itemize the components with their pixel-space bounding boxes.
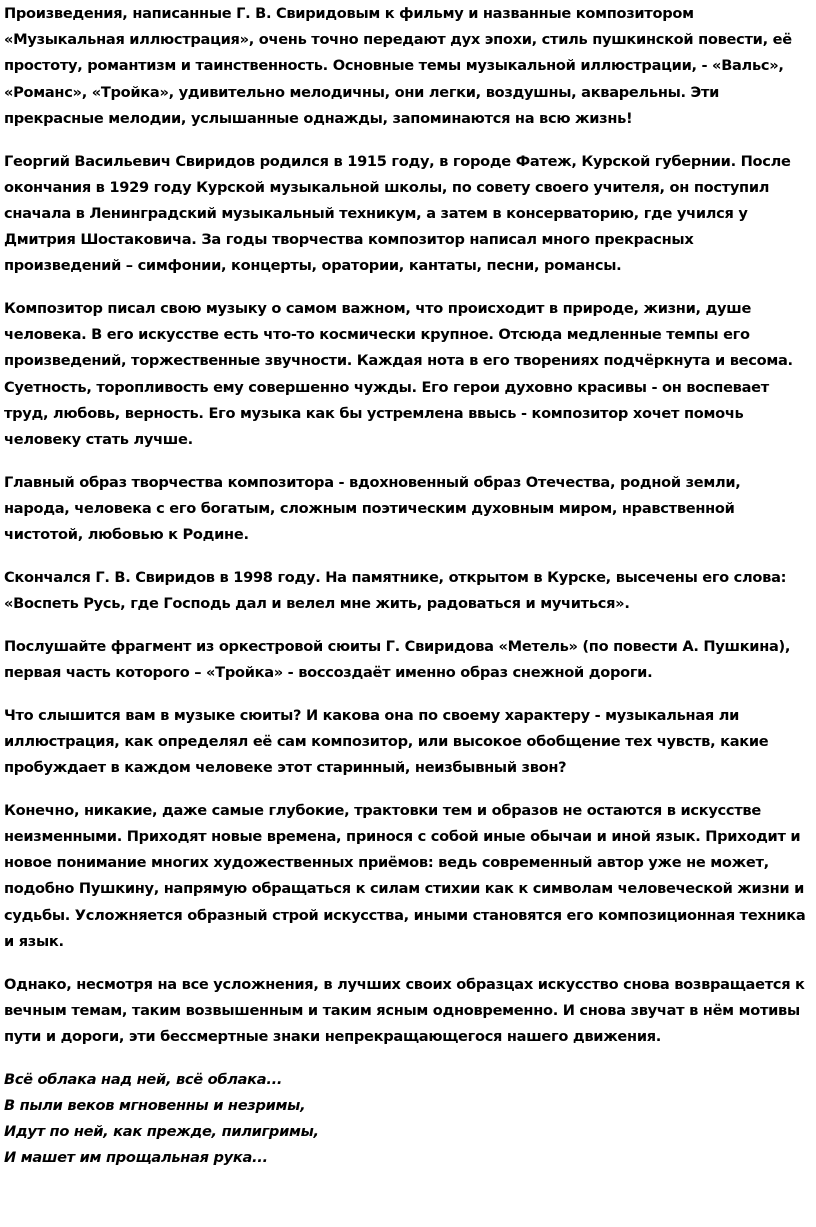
paragraph-question: Что слышится вам в музыке сюиты? И какова она по своему характеру - музыкальная ли иллюстрация, как определял её сам композитор, или высокое обобщение тех чувств, какие пробуждает в каждом человеке этот старинный, неизбывный звон?: [4, 706, 769, 777]
paragraph-listen: Послушайте фрагмент из оркестровой сюиты Г. Свиридова «Метель» (по повести А. Пушкина), первая часть которого – «Тройка» - воссоздаёт именно образ снежной дороги.: [4, 637, 791, 681]
paragraph-biography: Георгий Васильевич Свиридов родился в 1915 году, в городе Фатеж, Курской губернии. После окончания в 1929 году Курской музыкальной школы, по совету своего учителя, он поступил сначала в Ленинградский музыкальный техникум, а затем в консерваторию, где учился у Дмитрия Шостаковича. За годы творчества композитор написал много прекрасных произведений – симфонии, концерты, оратории, кантаты, песни, романсы.: [4, 152, 791, 275]
paragraph-interpretation: Конечно, никакие, даже самые глубокие, трактовки тем и образов не остаются в искусстве неизменными. Приходят новые времена, принося с собой иные обычаи и иной язык. Приходит и новое понимание многих художественных приёмов: ведь современный автор уже не может, подобно Пушкину, напрямую обращаться к силам стихии как к символам человеческой жизни и судьбы. Усложняется образный строй искусства, иными становятся его композиционная техника и язык.: [4, 801, 806, 950]
poem-quote: [4, 1067, 807, 1172]
paragraph-intro: Произведения, написанные Г. В. Свиридовым к фильму и названные композитором «Музыкальная иллюстрация», очень точно передают дух эпохи, стиль пушкинской повести, её простоту, романтизм и таинственность. Основные темы музыкальной иллюстрации, - «Вальс», «Романс», «Тройка», удивительно мелодичны, они легки, воздушны, акварельны. Эти прекрасные мелодии, услышанные однажды, запоминаются на всю жизнь!: [4, 5, 792, 127]
poem-line: И машет им прощальная рука...: [4, 1149, 268, 1167]
paragraph-main-image: Главный образ творчества композитора - вдохновенный образ Отечества, родной земли, народа, человека с его богатым, сложным поэтическим духовным миром, нравственной чистотой, любовью к Родине.: [4, 473, 741, 544]
paragraph-eternal-themes: Однако, несмотря на все усложнения, в лучших своих образцах искусство снова возвращается к вечным темам, таким возвышенным и таким ясным одновременно. И снова звучат в нём мотивы пути и дороги, эти бессмертные знаки непрекращающегося нашего движения.: [4, 975, 805, 1045]
paragraph-death: Скончался Г. В. Свиридов в 1998 году. На памятнике, открытом в Курске, высечены его слова: «Воспеть Русь, где Господь дал и велел мне жить, радоваться и мучиться».: [4, 568, 787, 613]
paragraph-music-themes: Композитор писал свою музыку о самом важном, что происходит в природе, жизни, душе человека. В его искусстве есть что-то космически крупное. Отсюда медленные темпы его произведений, торжественные звучности. Каждая нота в его творениях подчёркнута и весома. Суетность, торопливость ему совершенно чужды. Его герои духовно красивы - он воспевает труд, любовь, верность. Его музыка как бы устремлена ввысь - композитор хочет помочь человеку стать лучше.: [4, 300, 793, 449]
poem-line: В пыли веков мгновенны и незримы,: [4, 1096, 306, 1114]
poem-line: Всё облака над ней, всё облака...: [4, 1070, 283, 1088]
poem-line: Идут по ней, как прежде, пилигримы,: [4, 1123, 319, 1141]
